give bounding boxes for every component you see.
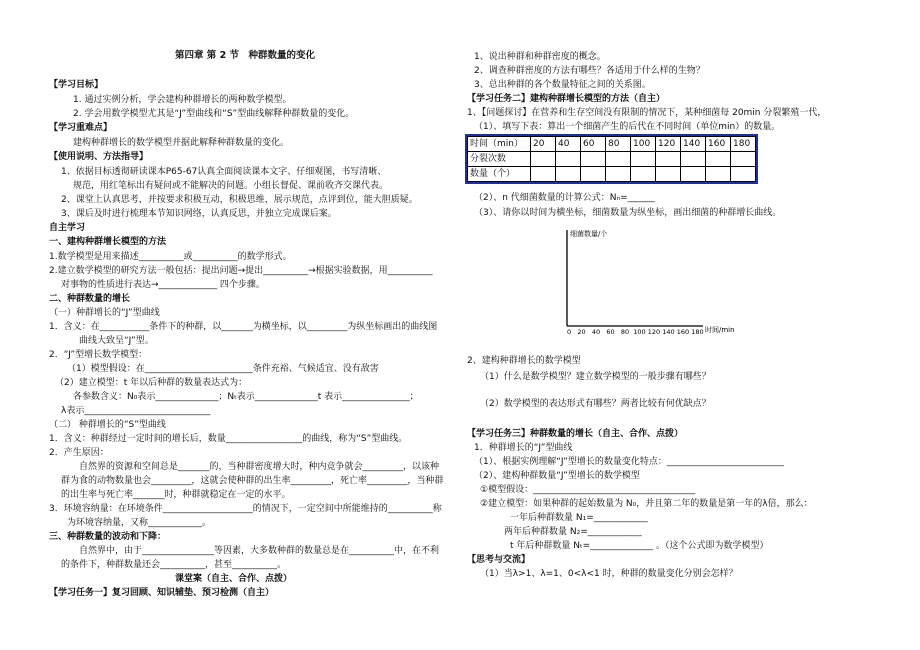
table-cell[interactable] (531, 152, 556, 167)
section-1-a: 1.数学模型是用来描述__________或__________的数学形式。 (49, 252, 292, 262)
table-cell: 120 (656, 137, 681, 152)
x-tick-label: 160 (676, 328, 690, 336)
table-cell: 160 (706, 137, 731, 152)
task-2-heading: 【学习任务二】建构种群增长模型的方法（自主） (467, 94, 666, 104)
usage-1b: 规范，用红笔标出有疑问或不能解决的问题。小组长督促、课前收齐交课代表。 (73, 181, 389, 191)
problem-intro: 1、【问题探讨】在营养和生存空间没有限制的情况下，某种细菌每 20min 分裂繁殖一代， (467, 108, 827, 118)
model-nt: t 年后种群数量 Nₜ=______________ 。（这个公式即为数学模型） (510, 541, 769, 551)
table-cell[interactable] (656, 167, 681, 182)
formula-question: （2）、n 代细菌数量的计算公式：Nₙ=______ (474, 193, 655, 203)
table-cell: 40 (556, 137, 581, 152)
model-q1: （1）什么是数学模型？建立数学模型的一般步骤有哪些？ (480, 372, 711, 382)
section-2-o: 3．环境容纳量：在环境条件____________________的情况下，一定空间中所能维持的__________称 (49, 504, 442, 514)
table-cell: 180 (731, 137, 756, 152)
x-tick-label: 80 (620, 328, 630, 336)
section-2-p: 为环境容纳量，又称____________。 (67, 518, 212, 528)
table-instruction: （1）、填写下表：算出一个细菌产生的后代在不同时间（单位min）的数量。 (474, 122, 781, 132)
section-2-g: 各参数含义：N₀表示______________；Nₜ表示______________t 表示_______________； (73, 392, 419, 402)
model-build: ②建立模型：如果种群的起始数量为 N₀，并且第二年的数量是第一年的λ倍，那么： (480, 499, 813, 509)
table-row (468, 167, 756, 182)
x-axis-label: 时间/min (705, 326, 735, 334)
table-row (468, 152, 756, 167)
section-2-d: 2．“J”型增长数学模型： (49, 350, 148, 360)
model-assumption: ①模型假设：____________________________________ (480, 485, 696, 495)
y-axis-label: 细菌数量/个 (570, 230, 608, 238)
task1-item-3: 3、总出种群的各个数量特征之间的关系图。 (474, 80, 651, 90)
section-2-l: 自然界的资源和空间总是_______的，当种群密度增大时，种内竞争就会_________，以该种 (79, 462, 440, 472)
table-cell[interactable] (681, 152, 706, 167)
model-item-2: 2、建构种群增长的数学模型 (467, 356, 581, 366)
page-title: 第四章 第 2 节 种群数量的变化 (175, 50, 316, 61)
j-curve-title: 1．种群增长的“J”型曲线 (474, 443, 573, 453)
section-2-i: （二） 种群增长的“S”型曲线 (49, 420, 166, 430)
usage-1: 1、依据目标透彻研读课本P65-67认真全面阅读课本文字、仔细观图，书写清晰、 (61, 167, 387, 177)
table-cell: 时间（min） (468, 137, 531, 152)
table-cell[interactable] (581, 167, 606, 182)
table-cell[interactable] (556, 167, 581, 182)
table-cell[interactable] (606, 152, 631, 167)
classroom-case-title: 课堂案（自主、合作、点拨） (175, 574, 293, 584)
table-cell[interactable] (581, 152, 606, 167)
section-2-f: （2）建立模型：t 年以后种群的数量表达式为： (55, 378, 248, 388)
growth-chart (555, 222, 745, 340)
j-curve-q1: （1）、根据实例理解“J”型增长的数量变化特点：__________________________ (474, 457, 784, 467)
section-2-j: 1．含义：种群经过一定时间的增长后，数量_________________的曲线，称为“S”型曲线。 (49, 434, 408, 444)
usage-2: 2、课堂上认真思考，并按要求积极互动，积极思维，展示规范，点评到位，能大胆质疑。 (61, 195, 418, 205)
section-2-h: λ表示____________________________ (61, 406, 211, 416)
j-curve-q2: （2）、建构种群数量“J”型增长的数学模型 (474, 471, 640, 481)
think-q1: （1）当λ>1、λ=1、0<λ<1 时，种群的数量变化分别会怎样？ (480, 569, 738, 579)
table-cell[interactable] (731, 167, 756, 182)
goal-1: 1. 通过实例分析，学会建构种群增长的两种数学模型。 (73, 95, 292, 105)
task-3-heading: 【学习任务三】种群数量的增长（自主、合作、点拨） (467, 429, 684, 439)
section-2-title: 二、种群数量的增长 (49, 294, 131, 304)
x-tick-label: 40 (591, 328, 601, 336)
section-2-n: 的出生率与死亡率_______时，种群就稳定在一定的水平。 (61, 490, 291, 500)
think-heading: 【思考与交流】 (467, 555, 531, 565)
table-cell: 分裂次数 (468, 152, 531, 167)
table-cell[interactable] (706, 152, 731, 167)
model-n2: 两年后种群数量 N₂=____________ (504, 527, 642, 537)
section-1-b: 2.建立数学模型的研究方法一般包括：提出问题→提出__________→根据实验数据，用__________ (49, 266, 433, 276)
heading-self-study: 自主学习 (49, 223, 86, 233)
model-n1: 一年后种群数量 N₁=____________ (510, 513, 648, 523)
table-cell: 60 (581, 137, 606, 152)
table-cell[interactable] (556, 152, 581, 167)
section-1-title: 一、建构种群增长模型的方法 (49, 237, 167, 247)
table-cell[interactable] (681, 167, 706, 182)
table-cell: 20 (531, 137, 556, 152)
table-cell[interactable] (656, 152, 681, 167)
table-cell[interactable] (731, 152, 756, 167)
table-row (468, 137, 756, 152)
x-tick-label: 120 (647, 328, 661, 336)
table-cell[interactable] (631, 152, 656, 167)
task1-item-1: 1、说出种群和种群密度的概念。 (474, 52, 606, 62)
x-tick-label: 100 (633, 328, 646, 336)
table-cell[interactable] (631, 167, 656, 182)
x-tick-labels (567, 328, 704, 336)
heading-key-points: 【学习重难点】 (49, 123, 113, 133)
section-3-b: 的条件下，种群数量还会__________，甚至__________。 (61, 560, 287, 570)
heading-usage: 【使用说明、方法指导】 (49, 152, 149, 162)
section-2-e: （1）模型假设：在________________________条件充裕、气候适宜、没有敌害 (67, 364, 379, 374)
section-2-c: 曲线大致呈“J”型。 (79, 336, 154, 346)
heading-learning-goals: 【学习目标】 (49, 80, 104, 90)
x-tick-label: 180 (691, 328, 704, 336)
x-tick-label: 60 (606, 328, 615, 336)
table-cell[interactable] (706, 167, 731, 182)
draw-question: （3）、请你以时间为横坐标，细菌数量为纵坐标，画出细菌的种群增长曲线。 (474, 208, 782, 218)
section-2-k: 2．产生原因： (49, 448, 109, 458)
key-point-1: 建构种群增长的数学模型并据此解释种群数量的变化。 (73, 138, 290, 148)
section-2-a: （一）种群增长的“J”型曲线 (49, 308, 160, 318)
x-tick-label: 0 (567, 328, 572, 336)
task1-item-2: 2、调查种群密度的方法有哪些？各适用于什么样的生物？ (474, 66, 705, 76)
goal-2: 2. 学会用数学模型尤其是“J”型曲线和“S”型曲线解释种群数量的变化。 (73, 109, 355, 119)
table-cell: 80 (606, 137, 631, 152)
section-3-a: 自然界中，由于________________等因素，大多数种群的数量总是在__________中，在不利 (79, 546, 440, 556)
x-tick-label: 140 (662, 328, 675, 336)
section-2-b: 1．含义：在___________条件下的种群，以_______为横坐标，以_________为纵坐标画出的曲线图 (49, 322, 438, 332)
table-cell: 140 (681, 137, 706, 152)
section-2-m: 群为食的动物数量也会_________，这就会使种群的出生率_________，死亡率_________，当种群 (61, 476, 444, 486)
table-cell[interactable] (531, 167, 556, 182)
section-3-title: 三、种群数量的波动和下降： (49, 532, 167, 542)
section-1-c: 对事物的性质进行表达→_____________ 四个步骤。 (61, 280, 265, 290)
table-cell: 数量（个） (468, 167, 531, 182)
table-cell: 100 (631, 137, 656, 152)
usage-3: 3、课后及时进行梳理本节知识网络，认真反思，并独立完成课后案。 (61, 209, 337, 219)
bacteria-table (467, 136, 756, 182)
model-q2: （2）数学模型的表达形式有哪些？两者比较有何优缺点？ (480, 399, 711, 409)
task-1-heading: 【学习任务一】复习回顾、知识辅垫、预习检测（自主） (49, 588, 275, 598)
x-tick-label: 20 (577, 328, 586, 336)
table-cell[interactable] (606, 167, 631, 182)
